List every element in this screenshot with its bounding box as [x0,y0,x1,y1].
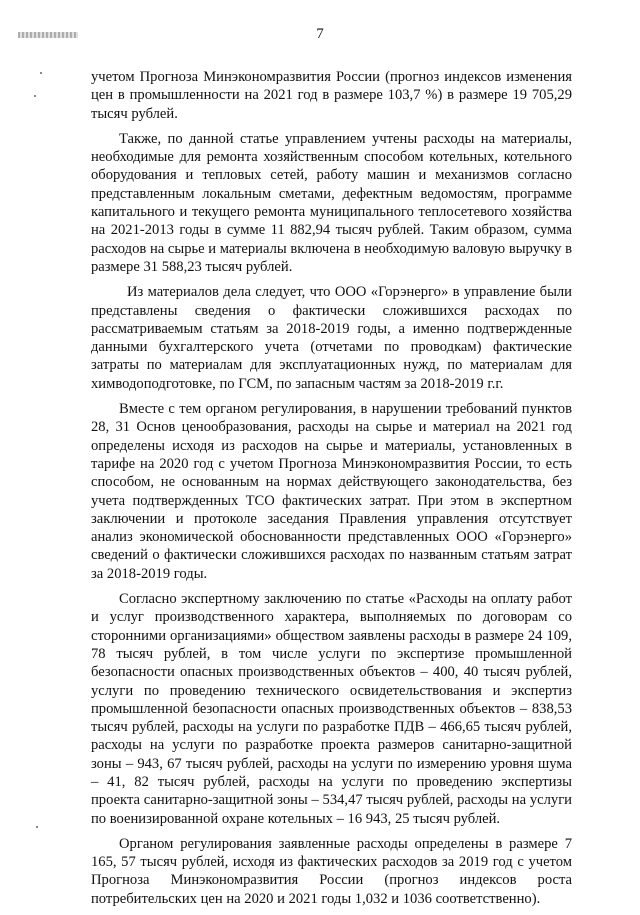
paragraph-1: учетом Прогноза Минэкономразвития России (прогноз индексов изменения цен в промышленности на 2021 год в размере 103,7 %) в размере 19 705,29 тысяч рублей. [91,69,572,122]
page-number: 7 [316,26,324,42]
paragraph-3: Из материалов дела следует, что ООО «Горэнерго» в управление были представлены сведения о фактически сложившихся расходах по рассматриваемым статьям за 2018-2019 годы, а именно подтвержденные данными бухгалтерского учета (отчетами по проводкам) фактические затраты по материалам для эксплуатационных нужд, по материалам для химводоподготовке, по ГСМ, по запасным частям за 2018-2019 г.г. [91,284,572,392]
scan-artifact-dot [36,826,38,828]
paragraph-5: Согласно экспертному заключению по статье «Расходы на оплату работ и услуг производственного характера, выполняемых по договорам со сторонними организациями» обществом заявлены расходы в размере 24 109, 78 тысяч рублей, в том числе услуги по экспертизе промышленной безопасности опасных производственных объектов – 400, 40 тысяч рублей, услуги по проведению технического освидетельствования и экспертиз промышленной безопасности опасных производственных объектов – 838,53 тысяч рублей, расходы на услуги по разработке ПДВ – 466,65 тысяч рублей, расходы на услуги по разработке проекта размеров санитарно-защитной зоны – 943, 67 тысяч рублей, расходы на услуги по измерению уровня шума – 41, 82 тысяч рублей, расходы на услуги по проведению экспертизы проекта санитарно-защитной зоны – 534,47 тысяч рублей, расходы на услуги по военизированной охране котельных – 16 943, 25 тысяч рублей. [91,591,572,827]
document-body [91,68,572,915]
paragraph-2: Также, по данной статье управлением учтены расходы на материалы, необходимые для ремонта хозяйственным способом котельных, котельного оборудования и тепловых сетей, работу машин и механизмов согласно представленным локальным сметами, дефектным ведомостям, программе капитального и текущего ремонта муниципального теплосетевого хозяйства на 2021-2013 годы в сумме 11 882,94 тысяч рублей. Таким образом, сумма расходов на сырье и материалы включена в необходимую валовую выручку в размере 31 588,23 тысяч рублей. [91,130,572,275]
scan-artifact-dot [34,95,36,97]
paragraph-4: Вместе с тем органом регулирования, в нарушении требований пунктов 28, 31 Основ ценообразования, расходы на сырье и материал на 2021 год определены исходя из расходов на сырье и материалы, установленных в тарифе на 2020 год с учетом Прогноза Минэкономразвития России, то есть способом, не основанным на нормах действующего законодательства, без учета подтвержденных ТСО фактических затрат. При этом в экспертном заключении и протоколе заседания Правления управления отсутствует анализ экономической обоснованности представленных ООО «Горэнерго» сведений о фактически сложившихся расходах по названным статьям затрат за 2018-2019 годы. [91,401,572,582]
paragraph-6: Органом регулирования заявленные расходы определены в размере 7 165, 57 тысяч рублей, исходя из фактических расходов за 2019 год с учетом Прогноза Минэкономразвития России (прогноз индексов роста потребительских цен на 2020 и 2021 годы 1,032 и 1036 соответственно). [91,835,572,907]
scan-artifact-dot [40,72,42,74]
